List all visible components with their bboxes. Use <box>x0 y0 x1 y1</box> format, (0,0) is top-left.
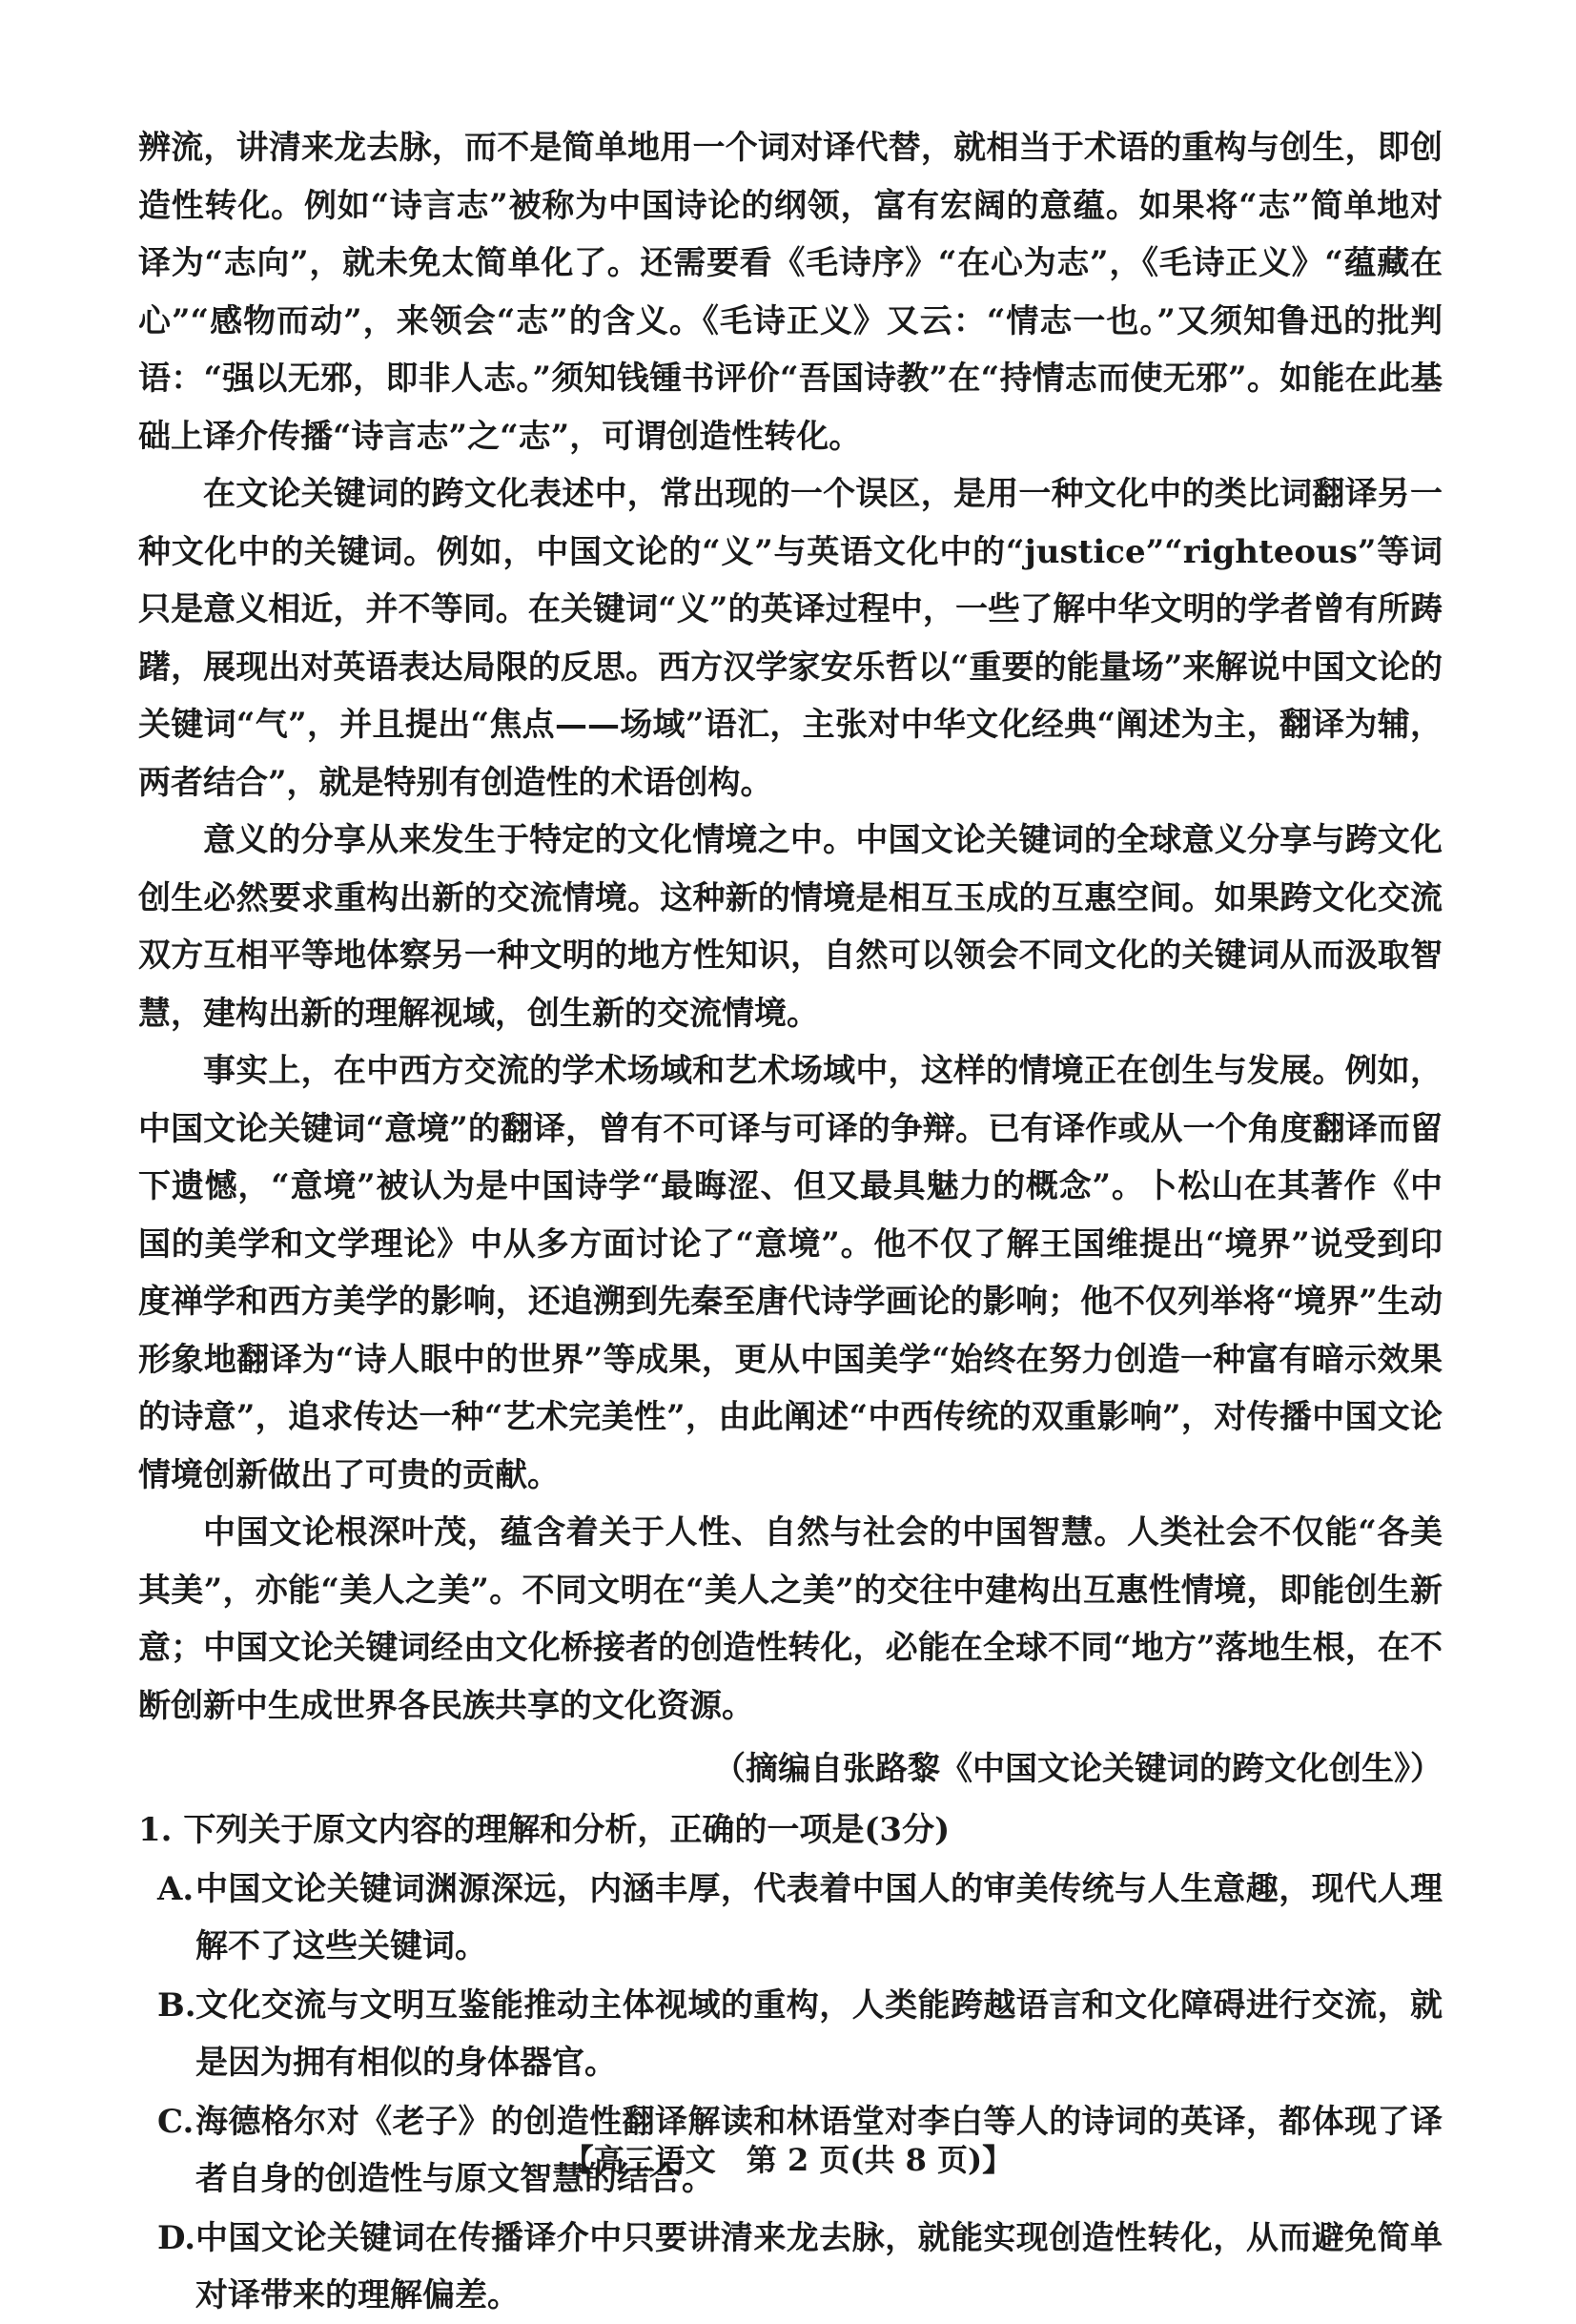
option-letter: A. <box>157 1870 194 1908</box>
option-letter: D. <box>157 2219 196 2257</box>
option-text: 文化交流与文明互鉴能推动主体视域的重构，人类能跨越语言和文化障碍进行交流，就是因为拥有相似的身体器官。 <box>195 1986 1443 2082</box>
option-letter: B. <box>157 1986 196 2025</box>
paragraph-5: 中国文论根深叶茂，蕴含着关于人性、自然与社会的中国智慧。人类社会不仅能“各美其美”，亦能“美人之美”。不同文明在“美人之美”的交往中建构出互惠性情境，即能创生新意；中国文论关键词经由文化桥接者的创造性转化，必能在全球不同“地方”落地生根，在不断创新中生成世界各民族共享的文化资源。 <box>138 1513 1443 1725</box>
option-b <box>157 1977 1443 2091</box>
question-1-stem: 1. 下列关于原文内容的理解和分析，正确的一项是(3分) <box>138 1811 951 1849</box>
option-letter: C. <box>157 2103 194 2141</box>
source-citation: （摘编自张路黎《中国文论关键词的跨文化创生》） <box>713 1750 1443 1788</box>
page-footer: 【高三语文 第 2 页(共 8 页)】 <box>563 2142 1013 2178</box>
option-text: 中国文论关键词渊源深远，内涵丰厚，代表着中国人的审美传统与人生意趣，现代人理解不了这些关键词。 <box>195 1870 1443 1965</box>
option-a <box>157 1861 1443 1975</box>
paragraph-4: 事实上，在中西方交流的学术场域和艺术场域中，这样的情境正在创生与发展。例如，中国文论关键词“意境”的翻译，曾有不可译与可译的争辩。已有译作或从一个角度翻译而留下遗憾，“意境”被认为是中国诗学“最晦涩、但又最具魅力的概念”。卜松山在其著作《中国的美学和文学理论》中从多方面讨论了“意境”。他不仅了解王国维提出“境界”说受到印度禅学和西方美学的影响，还追溯到先秦至唐代诗学画论的影响；他不仅列举将“境界”生动形象地翻译为“诗人眼中的世界”等成果，更从中国美学“始终在努力创造一种富有暗示效果的诗意”，追求传达一种“艺术完美性”，由此阐述“中西传统的双重影响”，对传播中国文论情境创新做出了可贵的贡献。 <box>138 1052 1443 1494</box>
option-d <box>157 2210 1443 2324</box>
paragraph-3: 意义的分享从来发生于特定的文化情境之中。中国文论关键词的全球意义分享与跨文化创生必然要求重构出新的交流情境。这种新的情境是相互玉成的互惠空间。如果跨文化交流双方互相平等地体察另一种文明的地方性知识，自然可以领会不同文化的关键词从而汲取智慧，建构出新的理解视域，创生新的交流情境。 <box>138 821 1443 1033</box>
option-text: 中国文论关键词在传播译介中只要讲清来龙去脉，就能实现创造性转化，从而避免简单对译带来的理解偏差。 <box>195 2219 1443 2314</box>
paragraph-2: 在文论关键词的跨文化表述中，常出现的一个误区，是用一种文化中的类比词翻译另一种文化中的关键词。例如，中国文论的“义”与英语文化中的“justice”“righteous”等词只是意义相近，并不等同。在关键词“义”的英译过程中，一些了解中华文明的学者曾有所踌躇，展现出对英语表达局限的反思。西方汉学家安乐哲以“重要的能量场”来解说中国文论的关键词“气”，并且提出“焦点——场域”语汇，主张对中华文化经典“阐述为主，翻译为辅，两者结合”，就是特别有创造性的术语创构。 <box>138 475 1443 802</box>
paragraph-1: 辨流，讲清来龙去脉，而不是简单地用一个词对译代替，就相当于术语的重构与创生，即创造性转化。例如“诗言志”被称为中国诗论的纲领，富有宏阔的意蕴。如果将“志”简单地对译为“志向”，就未免太简单化了。还需要看《毛诗序》“在心为志”，《毛诗正义》“蕴藏在心”“感物而动”，来领会“志”的含义。《毛诗正义》又云：“情志一也。”又须知鲁迅的批判语：“强以无邪，即非人志。”须知钱锺书评价“吾国诗教”在“持情志而使无邪”。如能在此基础上译介传播“诗言志”之“志”，可谓创造性转化。 <box>138 129 1443 456</box>
option-text: 海德格尔对《老子》的创造性翻译解读和林语堂对李白等人的诗词的英译，都体现了译者自身的创造性与原文智慧的结合。 <box>195 2103 1443 2198</box>
